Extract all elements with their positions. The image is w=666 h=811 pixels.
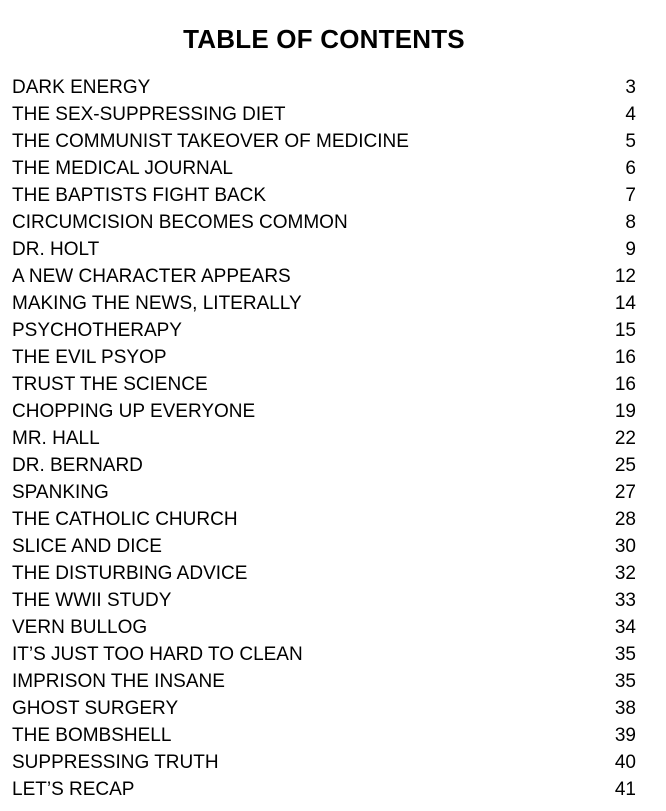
toc-entry [12,344,636,371]
toc-entry-page-number: 39 [614,725,636,746]
toc-entry [12,533,636,560]
toc-entry [12,695,636,722]
toc-entry-page-number: 41 [614,779,636,800]
toc-entry-title: GHOST SURGERY [12,698,179,719]
toc-entry-title: THE COMMUNIST TAKEOVER OF MEDICINE [12,131,409,152]
toc-entry-page-number: 6 [625,158,636,179]
toc-entry-title: TRUST THE SCIENCE [12,374,208,395]
toc-entry [12,209,636,236]
toc-list [12,74,636,803]
toc-entry-page-number: 14 [614,293,636,314]
toc-entry-title: THE WWII STUDY [12,590,172,611]
toc-entry-title: DR. BERNARD [12,455,143,476]
toc-entry [12,128,636,155]
toc-entry [12,668,636,695]
toc-entry-title: SUPPRESSING TRUTH [12,752,219,773]
toc-entry-title: THE SEX-SUPPRESSING DIET [12,104,286,125]
toc-entry-page-number: 32 [614,563,636,584]
toc-entry-page-number: 38 [614,698,636,719]
toc-entry-title: DARK ENERGY [12,77,151,98]
toc-entry-title: CHOPPING UP EVERYONE [12,401,256,422]
toc-entry [12,425,636,452]
toc-entry-page-number: 5 [625,131,636,152]
toc-entry-page-number: 40 [614,752,636,773]
toc-entry [12,641,636,668]
toc-entry [12,452,636,479]
toc-entry-title: SLICE AND DICE [12,536,162,557]
toc-entry-page-number: 28 [614,509,636,530]
toc-entry [12,317,636,344]
toc-entry-title: THE BAPTISTS FIGHT BACK [12,185,267,206]
toc-entry [12,614,636,641]
toc-entry-page-number: 3 [625,77,636,98]
toc-entry-page-number: 27 [614,482,636,503]
toc-entry-title: IT’S JUST TOO HARD TO CLEAN [12,644,303,665]
page-title: TABLE OF CONTENTS [183,24,465,54]
toc-entry-page-number: 15 [614,320,636,341]
toc-entry-title: THE DISTURBING ADVICE [12,563,248,584]
toc-entry-title: DR. HOLT [12,239,100,260]
toc-entry [12,263,636,290]
toc-entry [12,155,636,182]
toc-entry [12,722,636,749]
toc-entry-title: LET’S RECAP [12,779,135,800]
toc-entry-title: SPANKING [12,482,109,503]
toc-entry [12,182,636,209]
toc-entry-page-number: 35 [614,671,636,692]
toc-entry-title: MAKING THE NEWS, LITERALLY [12,293,302,314]
toc-entry-title: THE EVIL PSYOP [12,347,167,368]
toc-entry [12,587,636,614]
toc-entry-page-number: 12 [614,266,636,287]
toc-entry-title: IMPRISON THE INSANE [12,671,225,692]
toc-entry-page-number: 35 [614,644,636,665]
toc-entry-title: THE MEDICAL JOURNAL [12,158,233,179]
toc-entry-title: MR. HALL [12,428,100,449]
toc-entry [12,560,636,587]
toc-entry [12,749,636,776]
toc-entry-page-number: 33 [614,590,636,611]
toc-entry-page-number: 7 [625,185,636,206]
toc-entry-page-number: 25 [614,455,636,476]
toc-entry [12,398,636,425]
toc-entry-title: CIRCUMCISION BECOMES COMMON [12,212,348,233]
toc-entry-page-number: 16 [614,347,636,368]
toc-entry-page-number: 16 [614,374,636,395]
toc-entry-page-number: 30 [614,536,636,557]
toc-entry [12,776,636,803]
toc-entry [12,74,636,101]
toc-entry [12,479,636,506]
toc-entry-page-number: 9 [625,239,636,260]
toc-entry [12,506,636,533]
toc-entry-title: THE BOMBSHELL [12,725,172,746]
toc-entry [12,290,636,317]
toc-entry-title: A NEW CHARACTER APPEARS [12,266,291,287]
toc-entry-page-number: 8 [625,212,636,233]
toc-entry-title: THE CATHOLIC CHURCH [12,509,238,530]
toc-entry-page-number: 4 [625,104,636,125]
toc-entry [12,371,636,398]
toc-entry-page-number: 34 [614,617,636,638]
toc-entry-page-number: 19 [614,401,636,422]
toc-entry [12,236,636,263]
toc-entry [12,101,636,128]
toc-entry-title: VERN BULLOG [12,617,148,638]
toc-entry-title: PSYCHOTHERAPY [12,320,182,341]
toc-entry-page-number: 22 [614,428,636,449]
